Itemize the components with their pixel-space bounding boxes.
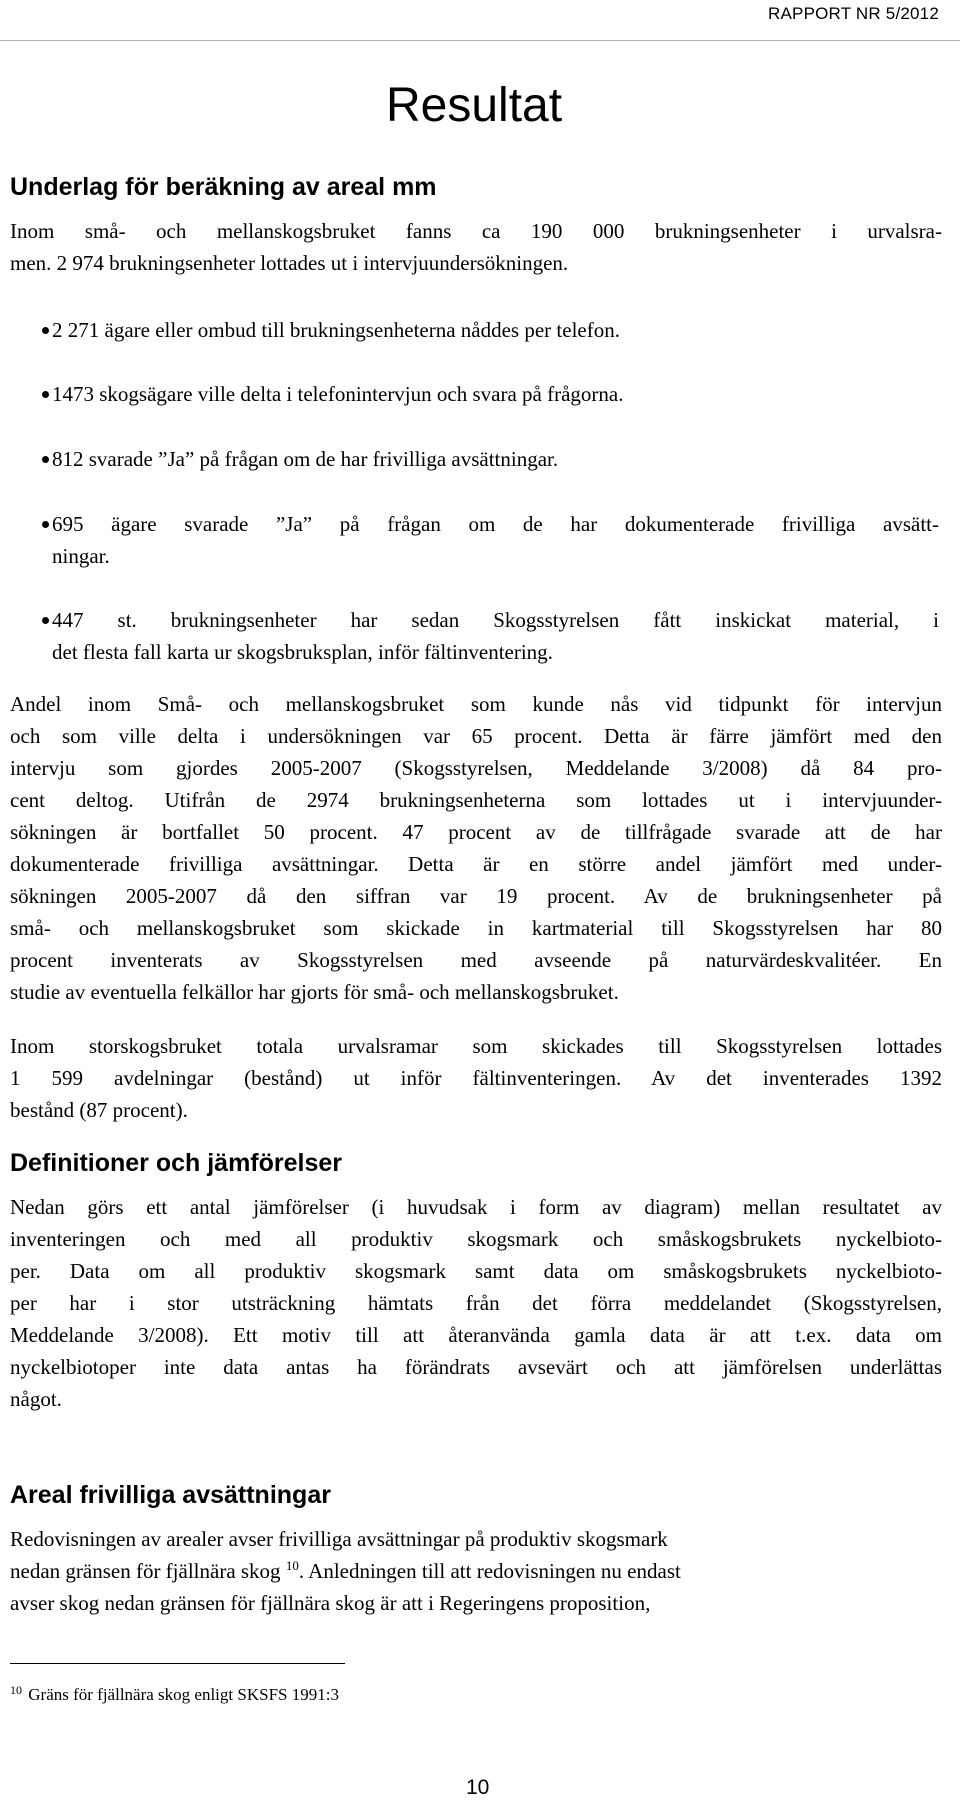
text-line: 812 svarade ”Ja” på frågan om de har frivilliga avsättningar. [52, 447, 559, 471]
list-item [52, 378, 939, 410]
text-fragment: nedan gränsen för fjällnära skog [10, 1559, 281, 1583]
text-line: Inom små- och mellanskogsbruket fanns ca 190 000 brukningsenheter i urvalsra- [10, 219, 942, 243]
text-line: 447 st. brukningsenheter har sedan Skogsstyrelsen fått inskickat material, i [52, 608, 939, 632]
text-line: Redovisningen av arealer avser frivilliga avsättningar på produktiv skogsmark [10, 1527, 668, 1551]
text-line: Nedan görs ett antal jämförelser (i huvudsak i form av diagram) mellan resultatet av [10, 1195, 942, 1219]
text-line: inventeringen och med all produktiv skogsmark och småskogsbrukets nyckelbioto- [10, 1227, 942, 1251]
text-line: något. [10, 1387, 62, 1411]
bullet-icon [42, 391, 49, 398]
section-heading-areal: Areal frivilliga avsättningar [10, 1481, 331, 1509]
participation-paragraph [10, 688, 942, 1008]
footnote-text: Gräns för fjällnära skog enligt SKSFS 1991:3 [28, 1685, 339, 1704]
text-line: men. 2 974 brukningsenheter lottades ut i intervjuundersökningen. [10, 251, 569, 275]
section-heading-definitioner: Definitioner och jämförelser [10, 1149, 343, 1177]
intro-paragraph [10, 215, 942, 279]
text-line: 695 ägare svarade ”Ja” på frågan om de har dokumenterade frivilliga avsätt- [52, 512, 939, 536]
areal-paragraph [10, 1523, 942, 1619]
text-line: bestånd (87 procent). [10, 1098, 188, 1122]
bullet-icon [42, 521, 49, 528]
text-line: studie av eventuella felkällor har gjorts för små- och mellanskogsbruket. [10, 980, 619, 1004]
text-line: och som ville delta i undersökningen var 65 procent. Detta är färre jämfört med den [10, 724, 942, 748]
text-line: 1 599 avdelningar (bestånd) ut inför fältinventeringen. Av det inventerades 1392 [10, 1066, 942, 1090]
bullet-icon [42, 617, 49, 624]
text-line: intervju som gjordes 2005-2007 (Skogsstyrelsen, Meddelande 3/2008) då 84 pro- [10, 756, 942, 780]
footnote-reference: 10 [285, 1558, 299, 1573]
text-line: 1473 skogsägare ville delta i telefonintervjun och svara på frågorna. [52, 382, 624, 406]
footnote-number: 10 [10, 1683, 22, 1697]
footnote [10, 1679, 339, 1706]
text-line: Andel inom Små- och mellanskogsbruket som kunde nås vid tidpunkt för intervjun [10, 692, 942, 716]
footnote-divider [10, 1663, 345, 1664]
definitions-paragraph [10, 1191, 942, 1415]
text-line: per. Data om all produktiv skogsmark samt data om småskogsbrukets nyckelbioto- [10, 1259, 942, 1283]
page-number: 10 [466, 1776, 490, 1799]
list-item [52, 508, 939, 572]
section-heading-underlag: Underlag för beräkning av areal mm [10, 173, 437, 201]
list-item [52, 443, 939, 475]
list-item [52, 314, 939, 346]
text-line: sökningen är bortfallet 50 procent. 47 procent av de tillfrågade svarade att de har [10, 820, 942, 844]
bullet-icon [42, 327, 49, 334]
text-line [10, 1555, 942, 1587]
text-line: små- och mellanskogsbruket som skickade in kartmaterial till Skogsstyrelsen har 80 [10, 916, 942, 940]
list-item [52, 604, 939, 668]
header-divider [0, 40, 960, 41]
text-fragment: . Anledningen till att redovisningen nu endast [298, 1559, 681, 1583]
text-line: procent inventerats av Skogsstyrelsen med avseende på naturvärdeskvalitéer. En [10, 948, 942, 972]
text-line: cent deltog. Utifrån de 2974 brukningsenheterna som lottades ut i intervjuunder- [10, 788, 942, 812]
storskogsbruk-paragraph [10, 1030, 942, 1126]
text-line: nyckelbiotoper inte data antas ha förändrats avsevärt och att jämförelsen underlättas [10, 1355, 942, 1379]
text-line: per har i stor utsträckning hämtats från det förra meddelandet (Skogsstyrelsen, [10, 1291, 942, 1315]
chapter-title: Resultat [386, 79, 563, 132]
text-line: ningar. [52, 544, 110, 568]
text-line: dokumenterade frivilliga avsättningar. Detta är en större andel jämfört med under- [10, 852, 942, 876]
text-line: sökningen 2005-2007 då den siffran var 19 procent. Av de brukningsenheter på [10, 884, 942, 908]
report-number-header: RAPPORT NR 5/2012 [768, 4, 939, 23]
text-line: Inom storskogsbruket totala urvalsramar som skickades till Skogsstyrelsen lottades [10, 1034, 942, 1058]
text-line: Meddelande 3/2008). Ett motiv till att återanvända gamla data är att t.ex. data om [10, 1323, 942, 1347]
text-line: 2 271 ägare eller ombud till brukningsenheterna nåddes per telefon. [52, 318, 620, 342]
bullet-icon [42, 456, 49, 463]
text-line: avser skog nedan gränsen för fjällnära skog är att i Regeringens proposition, [10, 1591, 651, 1615]
text-line: det flesta fall karta ur skogsbruksplan, inför fältinventering. [52, 640, 553, 664]
